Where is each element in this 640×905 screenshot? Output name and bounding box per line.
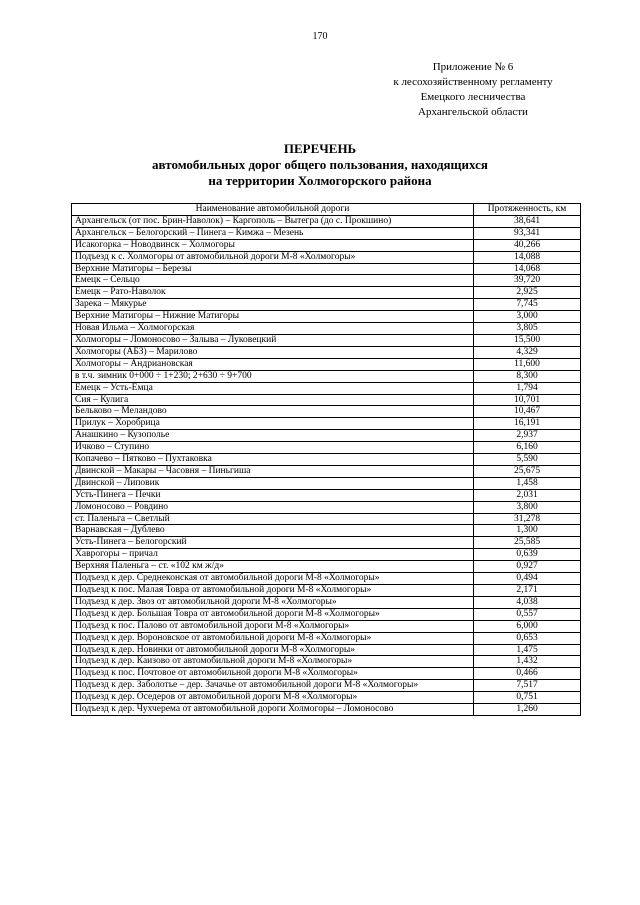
road-name-cell: Холмогоры (АБЗ) – Марилово [72, 346, 474, 358]
road-length-cell: 11,600 [474, 358, 581, 370]
road-name-cell: Подъезд к дер. Чухчерема от автомобильной дороги Холмогоры – Ломоносово [72, 704, 474, 716]
road-name-cell: ст. Паленьга – Светлый [72, 513, 474, 525]
road-name-cell: Усть-Пинега – Белогорский [72, 537, 474, 549]
appendix-line: Архангельской области [418, 106, 528, 118]
table-row [72, 263, 581, 275]
road-name-cell: Холмогоры – Ломоносово – Залыва – Луковецкий [72, 334, 474, 346]
table-row [72, 632, 581, 644]
road-length-cell: 1,794 [474, 382, 581, 394]
road-name-cell: Бельково – Меландово [72, 406, 474, 418]
table-row [72, 513, 581, 525]
road-length-cell: 1,458 [474, 477, 581, 489]
table-row [72, 370, 581, 382]
road-length-cell: 3,000 [474, 311, 581, 323]
road-name-cell: Исакогорка – Новодвинск – Холмогоры [72, 239, 474, 251]
road-length-cell: 0,751 [474, 692, 581, 704]
road-name-cell: Копачево – Пятково – Пухтаковка [72, 454, 474, 466]
table-row [72, 358, 581, 370]
road-name-cell: Верхние Матигоры – Березы [72, 263, 474, 275]
table-row [72, 525, 581, 537]
table-row [72, 620, 581, 632]
table-row [72, 239, 581, 251]
road-name-cell: Подъезд к дер. Оседеров от автомобильной дороги М-8 «Холмогоры» [72, 692, 474, 704]
table-row [72, 573, 581, 585]
road-length-cell: 0,494 [474, 573, 581, 585]
road-length-cell: 5,590 [474, 454, 581, 466]
road-length-cell: 7,745 [474, 299, 581, 311]
road-length-cell: 15,500 [474, 334, 581, 346]
road-name-cell: Варнавская – Дублево [72, 525, 474, 537]
road-length-cell: 2,937 [474, 430, 581, 442]
table-row [72, 501, 581, 513]
road-length-cell: 4,329 [474, 346, 581, 358]
road-length-cell: 14,068 [474, 263, 581, 275]
table-row [72, 311, 581, 323]
appendix-note [300, 60, 640, 120]
table-row [72, 608, 581, 620]
table-row [72, 227, 581, 239]
road-length-cell: 14,088 [474, 251, 581, 263]
table-row [72, 430, 581, 442]
appendix-line: к лесохозяйственному регламенту [393, 76, 553, 88]
road-length-cell: 0,927 [474, 561, 581, 573]
table-row [72, 668, 581, 680]
table-row [72, 549, 581, 561]
road-name-cell: Емецк – Усть-Емца [72, 382, 474, 394]
title-line: ПЕРЕЧЕНЬ [283, 141, 357, 156]
table-row [72, 323, 581, 335]
appendix-line: Емецкого лесничества [420, 91, 526, 103]
road-name-cell: в т.ч. зимник 0+000 ÷ 1+230; 2+630 ÷ 9+700 [72, 370, 474, 382]
table-row [72, 215, 581, 227]
road-length-cell: 25,675 [474, 465, 581, 477]
table-row [72, 644, 581, 656]
column-header-name: Наименование автомобильной дороги [72, 204, 474, 216]
road-length-cell: 2,171 [474, 585, 581, 597]
road-name-cell: Подъезд к дер. Каизово от автомобильной дороги М-8 «Холмогоры» [72, 656, 474, 668]
road-length-cell: 6,160 [474, 442, 581, 454]
column-header-length: Протяженность, км [474, 204, 581, 216]
table-row [72, 680, 581, 692]
road-name-cell: Емецк – Сельцо [72, 275, 474, 287]
road-name-cell: Архангельск (от пос. Брин-Наволок) – Каргополь – Вытегра (до с. Прокшино) [72, 215, 474, 227]
page-number: 170 [312, 31, 328, 42]
road-name-cell: Сия – Кулига [72, 394, 474, 406]
table-row [72, 537, 581, 549]
table-row [72, 442, 581, 454]
table-row [72, 418, 581, 430]
table-row [72, 334, 581, 346]
table-row [72, 477, 581, 489]
road-name-cell: Новая Ильма – Холмогорская [72, 323, 474, 335]
road-name-cell: Архангельск – Белогорский – Пинега – Кимжа – Мезень [72, 227, 474, 239]
road-name-cell: Верхние Матигоры – Нижние Матигоры [72, 311, 474, 323]
road-name-cell: Ломоносово – Ровдино [72, 501, 474, 513]
road-name-cell: Подъезд к пос. Малая Товра от автомобильной дороги М-8 «Холмогоры» [72, 585, 474, 597]
table-row [72, 406, 581, 418]
road-length-cell: 38,641 [474, 215, 581, 227]
table-header-row [72, 204, 581, 216]
table-body [72, 215, 581, 715]
road-length-cell: 0,466 [474, 668, 581, 680]
table-row [72, 346, 581, 358]
appendix-line: Приложение № 6 [432, 61, 514, 73]
road-length-cell: 1,475 [474, 644, 581, 656]
road-length-cell: 4,038 [474, 596, 581, 608]
table-row [72, 454, 581, 466]
road-name-cell: Двинской – Макары – Часовня – Пиньгиша [72, 465, 474, 477]
title-line: на территории Холмогорского района [208, 173, 432, 188]
road-length-cell: 2,031 [474, 489, 581, 501]
road-name-cell: Анашкино – Кузополье [72, 430, 474, 442]
road-name-cell: Подъезд к дер. Среднеконская от автомобильной дороги М-8 «Холмогоры» [72, 573, 474, 585]
title-line: автомобильных дорог общего пользования, находящихся [152, 157, 488, 172]
road-name-cell: Подъезд к дер. Большая Товра от автомобильной дороги М-8 «Холмогоры» [72, 608, 474, 620]
table-row [72, 251, 581, 263]
road-length-cell: 40,266 [474, 239, 581, 251]
road-name-cell: Двинской – Липовик [72, 477, 474, 489]
road-name-cell: Подъезд к дер. Новинки от автомобильной дороги М-8 «Холмогоры» [72, 644, 474, 656]
document-title [0, 141, 640, 189]
table-row [72, 489, 581, 501]
road-length-cell: 1,300 [474, 525, 581, 537]
road-name-cell: Хаврогоры – причал [72, 549, 474, 561]
road-name-cell: Холмогоры – Андриановская [72, 358, 474, 370]
table-row [72, 704, 581, 716]
road-length-cell: 0,639 [474, 549, 581, 561]
road-name-cell: Подъезд к пос. Почтовое от автомобильной дороги М-8 «Холмогоры» [72, 668, 474, 680]
table-row [72, 561, 581, 573]
table-row [72, 287, 581, 299]
road-length-cell: 10,467 [474, 406, 581, 418]
road-length-cell: 6,000 [474, 620, 581, 632]
road-length-cell: 3,800 [474, 501, 581, 513]
roads-table [71, 203, 581, 716]
road-name-cell: Усть-Пинега – Печки [72, 489, 474, 501]
road-name-cell: Подъезд к дер. Вороновское от автомобильной дороги М-8 «Холмогоры» [72, 632, 474, 644]
road-name-cell: Ичково – Ступино [72, 442, 474, 454]
road-length-cell: 16,191 [474, 418, 581, 430]
table-row [72, 692, 581, 704]
table-row [72, 465, 581, 477]
road-name-cell: Подъезд к дер. Заболотье – дер. Зачачье от автомобильной дороги М-8 «Холмогоры» [72, 680, 474, 692]
road-name-cell: Подъезд к дер. Звоз от автомобильной дороги М-8 «Холмогоры» [72, 596, 474, 608]
road-name-cell: Емецк – Рато-Наволок [72, 287, 474, 299]
table-row [72, 299, 581, 311]
road-name-cell: Прилук – Хоробрица [72, 418, 474, 430]
road-name-cell: Зарека – Мякурье [72, 299, 474, 311]
road-length-cell: 25,585 [474, 537, 581, 549]
table-row [72, 656, 581, 668]
road-length-cell: 1,432 [474, 656, 581, 668]
road-length-cell: 7,517 [474, 680, 581, 692]
road-length-cell: 1,260 [474, 704, 581, 716]
road-length-cell: 39,720 [474, 275, 581, 287]
road-length-cell: 10,701 [474, 394, 581, 406]
road-name-cell: Верхняя Паленьга – ст. «102 км ж/д» [72, 561, 474, 573]
road-length-cell: 3,805 [474, 323, 581, 335]
road-length-cell: 93,341 [474, 227, 581, 239]
road-length-cell: 0,557 [474, 608, 581, 620]
table-row [72, 596, 581, 608]
road-length-cell: 31,278 [474, 513, 581, 525]
road-length-cell: 2,925 [474, 287, 581, 299]
table-row [72, 394, 581, 406]
table-row [72, 275, 581, 287]
road-length-cell: 8,300 [474, 370, 581, 382]
road-length-cell: 0,653 [474, 632, 581, 644]
table-row [72, 585, 581, 597]
road-name-cell: Подъезд к пос. Палово от автомобильной дороги М-8 «Холмогоры» [72, 620, 474, 632]
road-name-cell: Подъезд к с. Холмогоры от автомобильной дороги М-8 «Холмогоры» [72, 251, 474, 263]
table-row [72, 382, 581, 394]
